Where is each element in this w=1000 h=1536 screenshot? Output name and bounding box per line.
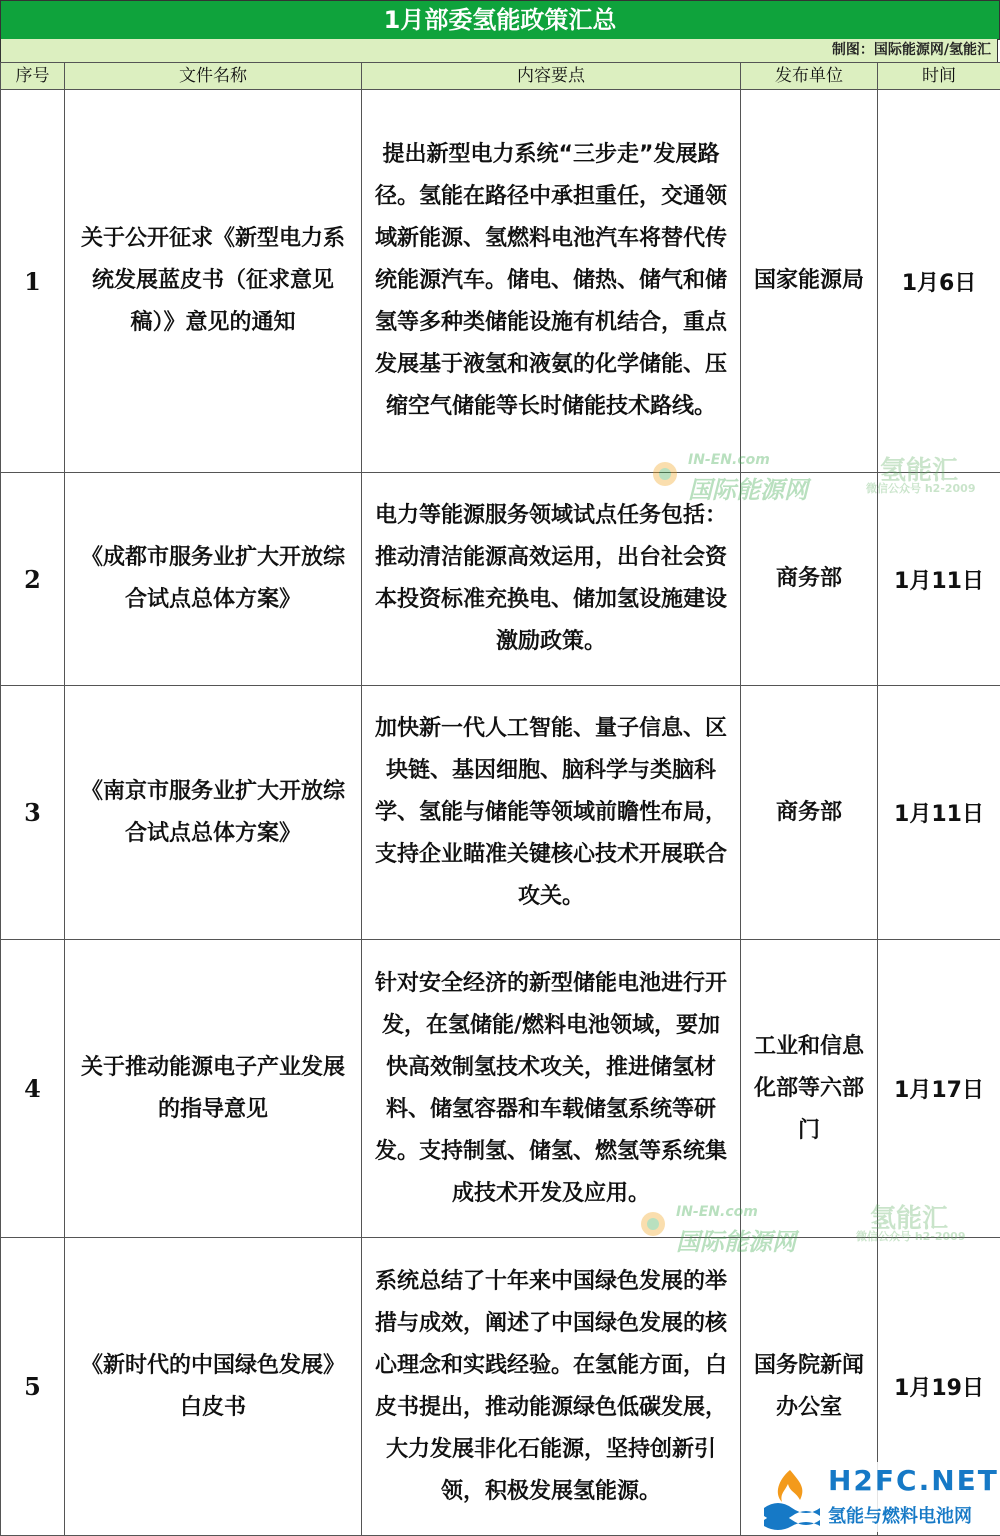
h2fc-logo <box>760 1462 999 1532</box>
h2fc-flame-wave-icon <box>760 1464 824 1530</box>
column-header-content: 内容要点 <box>362 63 741 90</box>
content-summary: 提出新型电力系统“三步走”发展路径。氢能在路径中承担重任，交通领域新能源、氢燃料电池汽车将替代传统能源汽车。储电、储热、储气和储氢等多种类储能设施有机结合，重点发展基于液氢和液氨的化学储能、压缩空气储能等长时储能技术路线。 <box>362 90 741 473</box>
release-date: 1月19日 <box>878 1238 1000 1536</box>
watermark-qnh: 氢能汇 <box>880 456 959 486</box>
table-header-row <box>1 63 1000 90</box>
issuing-unit: 商务部 <box>741 686 878 940</box>
watermark-inen-url: IN-EN.com <box>688 452 770 468</box>
watermark-inen-url-2: IN-EN.com <box>676 1204 758 1220</box>
watermark-inen-cn: 国际能源网 <box>688 476 808 504</box>
content-summary: 系统总结了十年来中国绿色发展的举措与成效，阐述了中国绿色发展的核心理念和实践经验。在氢能方面，白皮书提出，推动能源绿色低碳发展，大力发展非化石能源，坚持创新引领，积极发展氢能源。 <box>362 1238 741 1536</box>
table-row <box>1 473 1000 686</box>
policy-table <box>0 62 1000 1536</box>
content-summary: 针对安全经济的新型储能电池进行开发，在氢储能/燃料电池领域，要加快高效制氢技术攻关，推进储氢材料、储氢容器和车载储氢系统等研发。支持制氢、储氢、燃氢等系统集成技术开发及应用。 <box>362 940 741 1238</box>
page-title: 1月部委氢能政策汇总 <box>0 0 1000 40</box>
release-date: 1月11日 <box>878 473 1000 686</box>
column-header-unit: 发布单位 <box>741 63 878 90</box>
row-number: 1 <box>1 90 65 473</box>
column-header-no: 序号 <box>1 63 65 90</box>
row-number: 3 <box>1 686 65 940</box>
watermark-qnh-sub-2: 微信公众号 h2-2009 <box>856 1230 966 1243</box>
issuing-unit: 商务部 <box>741 473 878 686</box>
table-row <box>1 940 1000 1238</box>
document-name: 《南京市服务业扩大开放综合试点总体方案》 <box>65 686 362 940</box>
release-date: 1月17日 <box>878 940 1000 1238</box>
h2fc-brand: H2FC.NET <box>828 1464 999 1497</box>
content-summary: 电力等能源服务领域试点任务包括：推动清洁能源高效运用，出台社会资本投资标准充换电、储加氢设施建设激励政策。 <box>362 473 741 686</box>
issuing-unit: 国务院新闻办公室 <box>741 1238 878 1536</box>
release-date: 1月11日 <box>878 686 1000 940</box>
content-summary: 加快新一代人工智能、量子信息、区块链、基因细胞、脑科学与类脑科学、氢能与储能等领域前瞻性布局，支持企业瞄准关键核心技术开展联合攻关。 <box>362 686 741 940</box>
issuing-unit: 工业和信息化部等六部门 <box>741 940 878 1238</box>
table-row <box>1 90 1000 473</box>
column-header-name: 文件名称 <box>65 63 362 90</box>
column-header-date: 时间 <box>878 63 1000 90</box>
row-number: 5 <box>1 1238 65 1536</box>
release-date: 1月6日 <box>878 90 1000 473</box>
document-name: 《新时代的中国绿色发展》白皮书 <box>65 1238 362 1536</box>
watermark-inen-cn-2: 国际能源网 <box>676 1228 796 1256</box>
row-number: 4 <box>1 940 65 1238</box>
credit-line: 制图：国际能源网/氢能汇 <box>0 39 998 62</box>
watermark-qnh-2: 氢能汇 <box>870 1204 949 1234</box>
row-number: 2 <box>1 473 65 686</box>
table-row <box>1 686 1000 940</box>
h2fc-subtitle: 氢能与燃料电池网 <box>828 1506 972 1527</box>
watermark-qnh-sub: 微信公众号 h2-2009 <box>866 482 976 495</box>
document-name: 关于推动能源电子产业发展的指导意见 <box>65 940 362 1238</box>
document-name: 关于公开征求《新型电力系统发展蓝皮书（征求意见稿）》意见的通知 <box>65 90 362 473</box>
issuing-unit: 国家能源局 <box>741 90 878 473</box>
document-name: 《成都市服务业扩大开放综合试点总体方案》 <box>65 473 362 686</box>
